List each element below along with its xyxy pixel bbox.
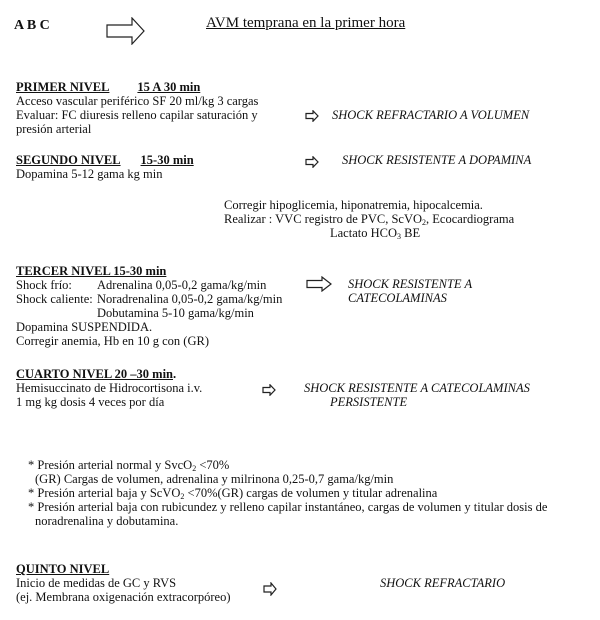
nivel3-line: Dopamina SUSPENDIDA. (16, 320, 153, 334)
nivel5-line: (ej. Membrana oxigenación extracorpóreo) (16, 590, 231, 604)
nivel2-line: Dopamina 5-12 gama kg min (16, 167, 163, 181)
nivel4-line: 1 mg kg dosis 4 veces por día (16, 395, 165, 409)
nivel3-outcome-1: SHOCK RESISTENTE A (348, 277, 473, 291)
nivel3-row-value: Dobutamina 5-10 gama/kg/min (97, 306, 254, 320)
subscript: 3 (397, 232, 401, 241)
nivel1-line: Acceso vascular periférico SF 20 ml/kg 3 cargas (16, 94, 259, 108)
nivel3-row-value: Noradrenalina 0,05-0,2 gama/kg/min (97, 292, 283, 306)
note-text: BE (401, 226, 421, 240)
note-text: <70%(GR) cargas de volumen y titular adrenalina (184, 486, 438, 500)
nivel2-heading (16, 153, 194, 168)
note-1-line-2: (GR) Cargas de volumen, adrenalina y milrinona 0,25-0,7 gama/kg/min (35, 472, 394, 486)
nivel2-note-2 (224, 212, 514, 227)
nivel3-row-label: Shock frío: (16, 278, 72, 292)
note-text: <70% (196, 458, 230, 472)
note-text: , Ecocardiograma (426, 212, 515, 226)
subscript: 2 (422, 218, 427, 227)
subscript: 2 (192, 464, 197, 473)
note-text: Realizar : VVC registro de PVC, ScVO (224, 212, 423, 226)
nivel2-time: 15-30 min (140, 153, 194, 167)
nivel4-outcome-1: SHOCK RESISTENTE A CATECOLAMINAS (304, 381, 530, 395)
nivel5-line: Inicio de medidas de GC y RVS (16, 576, 177, 590)
nivel3-outcome-2: CATECOLAMINAS (348, 291, 447, 305)
note-2 (28, 486, 437, 501)
small-right-arrow-icon (263, 582, 277, 596)
big-right-arrow-icon (106, 17, 146, 45)
nivel2-outcome: SHOCK RESISTENTE A DOPAMINA (342, 153, 532, 167)
note-text: Lactato HCO (330, 226, 397, 240)
nivel5-heading: QUINTO NIVEL (16, 562, 110, 576)
note-3-line-2: noradrenalina y dobutamina. (35, 514, 179, 528)
nivel2-note-1: Corregir hipoglicemia, hiponatremia, hipocalcemia. (224, 198, 483, 212)
nivel4-heading (16, 367, 176, 382)
nivel3-row-value: Adrenalina 0,05-0,2 gama/kg/min (97, 278, 267, 292)
nivel5-outcome: SHOCK REFRACTARIO (380, 576, 506, 590)
note-text: * Presión arterial baja y ScVO (28, 486, 181, 500)
note-3: * Presión arterial baja con rubicundez y relleno capilar instantáneo, cargas de volumen y titular dosis de (28, 500, 548, 514)
nivel1-outcome: SHOCK REFRACTARIO A VOLUMEN (332, 108, 530, 122)
nivel1-line: presión arterial (16, 122, 92, 136)
small-right-arrow-icon (262, 384, 276, 396)
nivel1-heading (16, 80, 200, 95)
note-1 (28, 458, 229, 473)
note-text: * Presión arterial normal y SvcO (28, 458, 193, 472)
small-right-arrow-icon (305, 156, 319, 168)
nivel4-line: Hemisuccinato de Hidrocortisona i.v. (16, 381, 203, 395)
nivel1-line: Evaluar: FC diuresis relleno capilar saturación y (16, 108, 258, 122)
nivel1-title: PRIMER NIVEL (16, 80, 110, 94)
nivel3-heading: TERCER NIVEL 15-30 min (16, 264, 167, 278)
medium-right-arrow-icon (306, 276, 332, 292)
nivel2-note-3 (330, 226, 420, 241)
abc-label: A B C (14, 18, 50, 33)
nivel3-line: Corregir anemia, Hb en 10 g con (GR) (16, 334, 209, 348)
page-title: AVM temprana en la primer hora (206, 15, 406, 31)
small-right-arrow-icon (305, 110, 319, 122)
nivel4-title: CUARTO NIVEL 20 –30 min (16, 367, 173, 381)
nivel4-title-suffix: . (173, 367, 177, 381)
nivel4-outcome-2: PERSISTENTE (330, 395, 408, 409)
nivel1-time: 15 A 30 min (137, 80, 201, 94)
nivel2-title: SEGUNDO NIVEL (16, 153, 121, 167)
nivel3-row-label: Shock caliente: (16, 292, 93, 306)
subscript: 2 (180, 492, 185, 501)
